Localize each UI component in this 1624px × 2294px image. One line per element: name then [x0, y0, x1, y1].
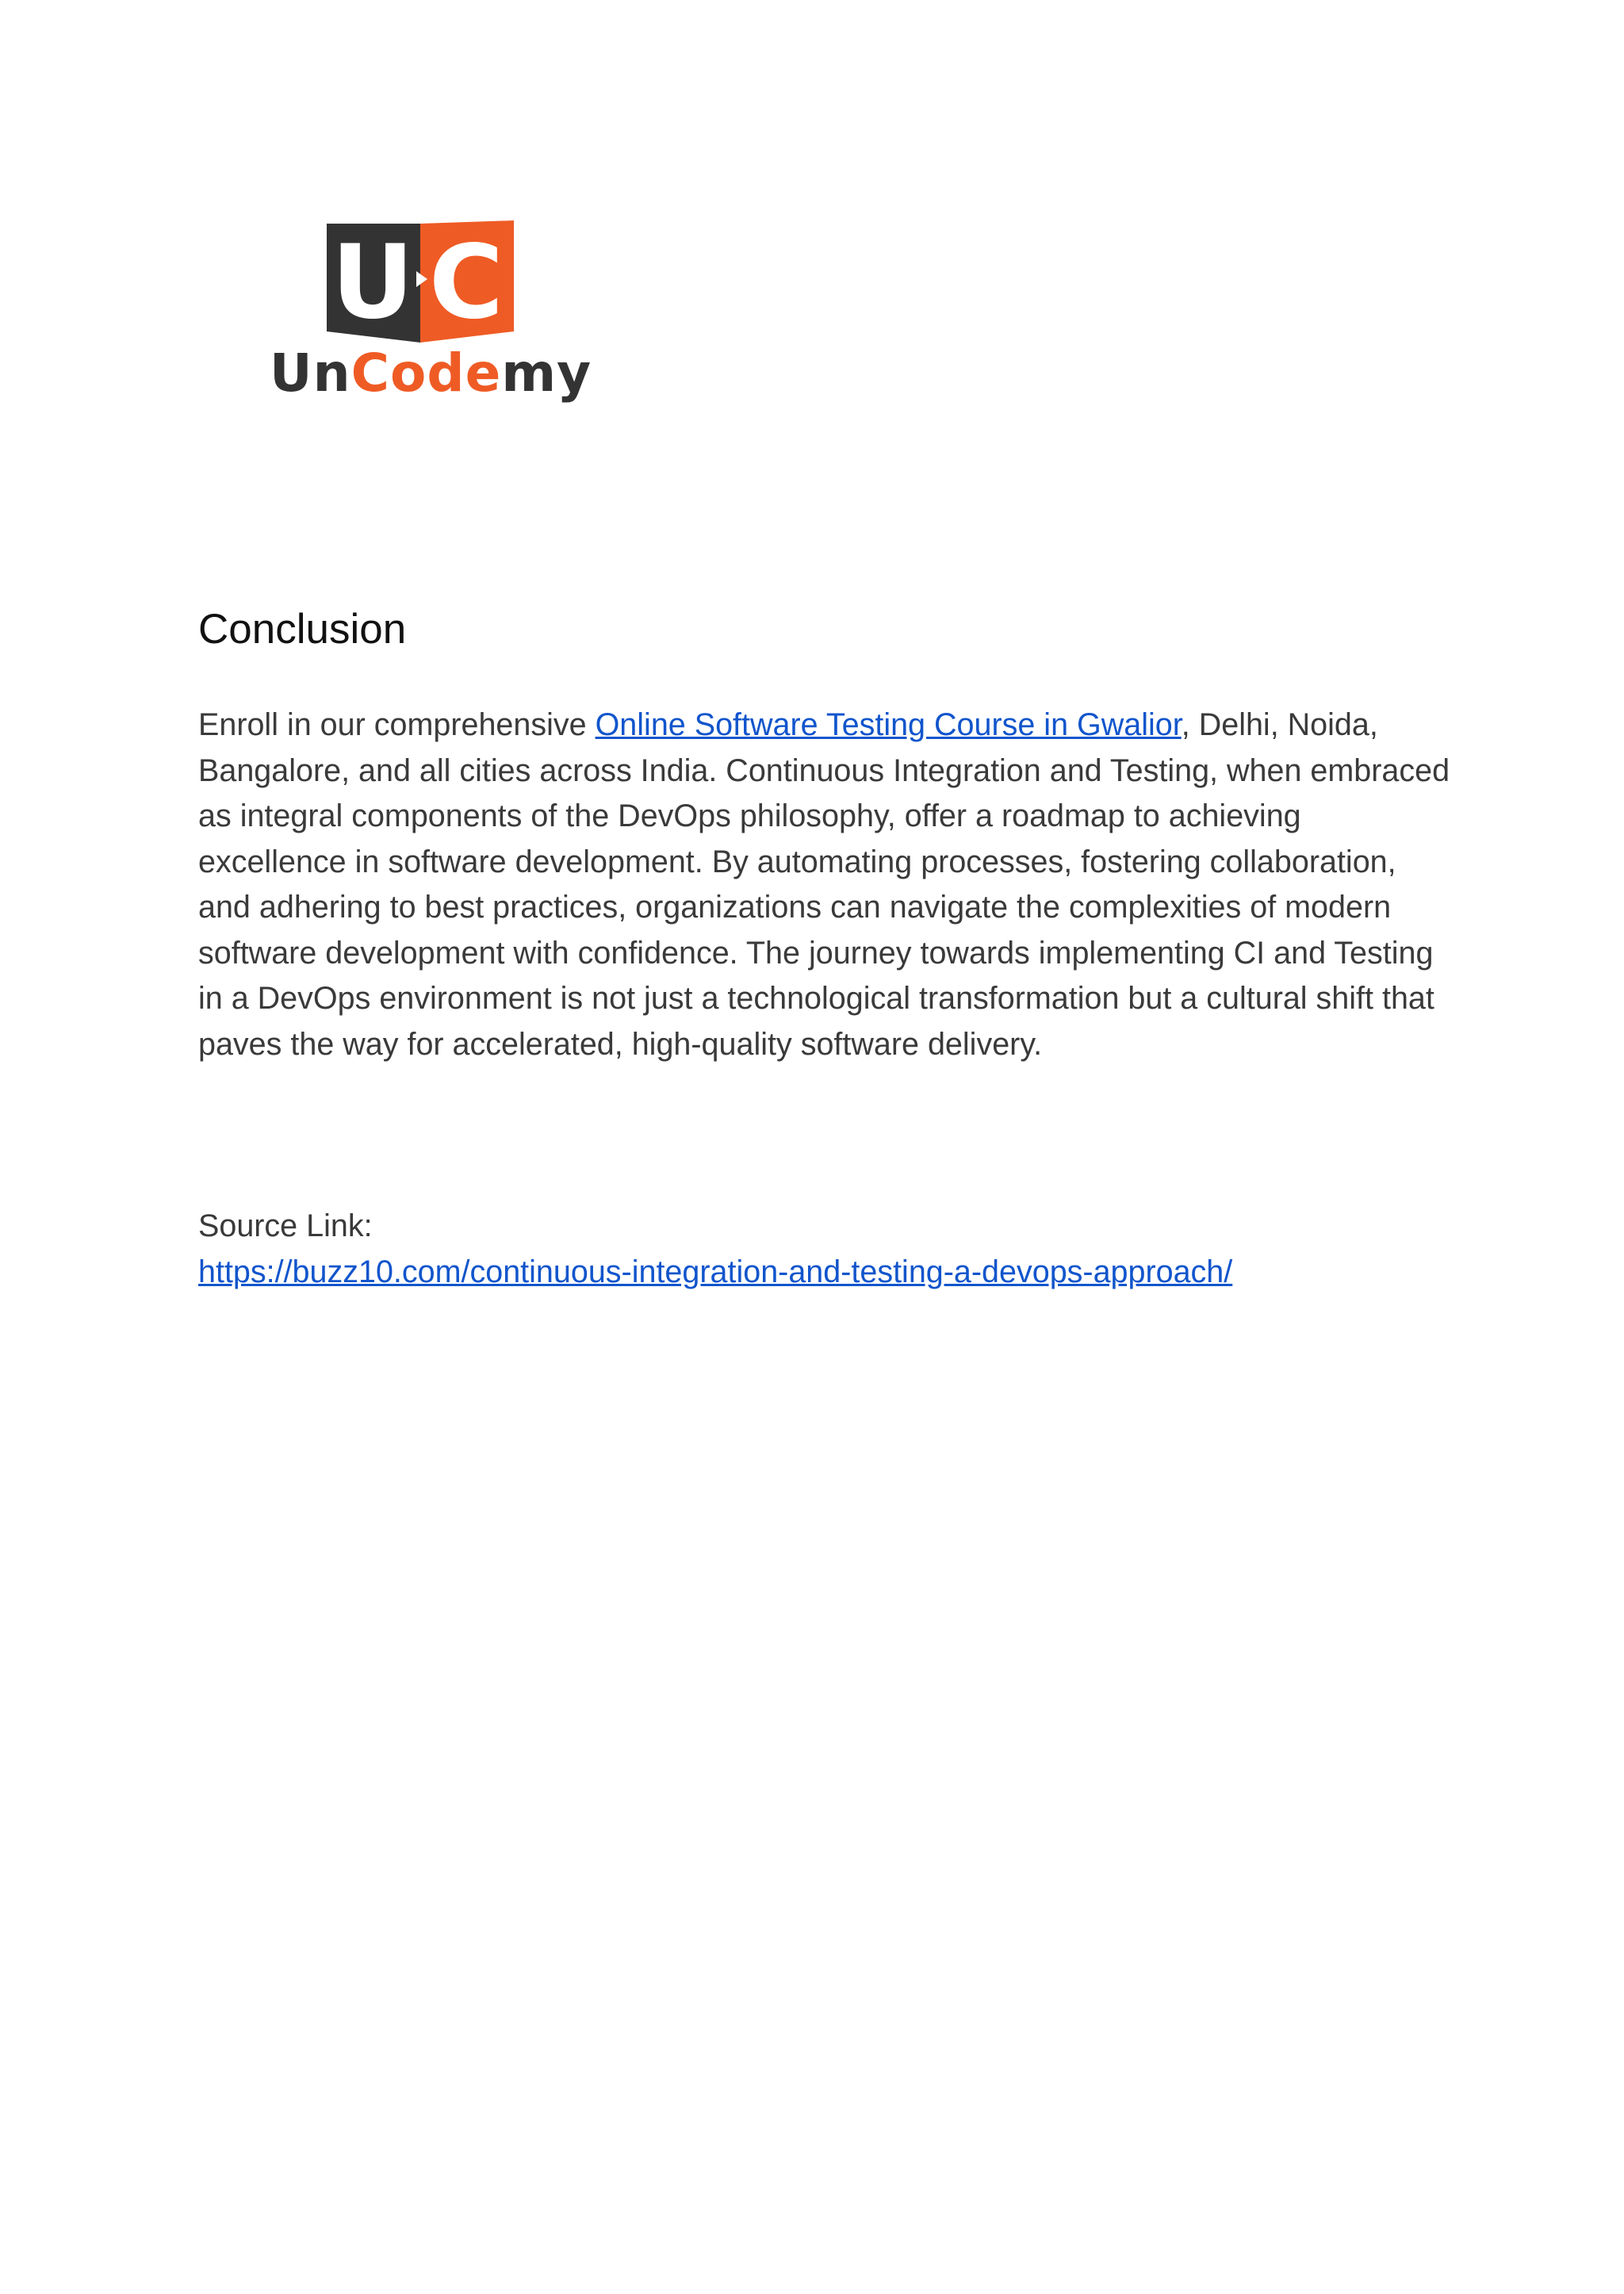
conclusion-paragraph: [198, 703, 1451, 1067]
paragraph-intro: Enroll in our comprehensive: [198, 707, 596, 742]
uncodemy-logo-mark-icon: [327, 220, 514, 343]
logo-word-un: Un: [270, 343, 351, 404]
logo-word-code: Code: [350, 343, 502, 404]
logo-wordmark: [270, 343, 592, 404]
uncodemy-logo: [270, 220, 592, 419]
section-heading: Conclusion: [198, 606, 407, 653]
logo-letter-c: C: [429, 224, 504, 342]
paragraph-body: , Delhi, Noida, Bangalore, and all cities across India. Continuous Integration and Testing, when embraced as integral components of the DevOps philosophy, offer a roadmap to achieving excellence in software development. By automating processes, fostering collaboration, and adhering to best practices, organizations can navigate the complexities of modern software development with confidence. The journey towards implementing CI and Testing in a DevOps environment is not just a technological transformation but a cultural shift that paves the way for accelerated, high-quality software delivery.: [198, 707, 1450, 1062]
course-link[interactable]: Online Software Testing Course in Gwalior: [595, 707, 1182, 742]
logo-word-my: my: [501, 343, 592, 404]
source-label: Source Link:: [198, 1208, 373, 1243]
source-link[interactable]: https://buzz10.com/continuous-integration-and-testing-a-devops-approach/: [198, 1254, 1233, 1289]
logo-letter-u: U: [331, 224, 414, 342]
